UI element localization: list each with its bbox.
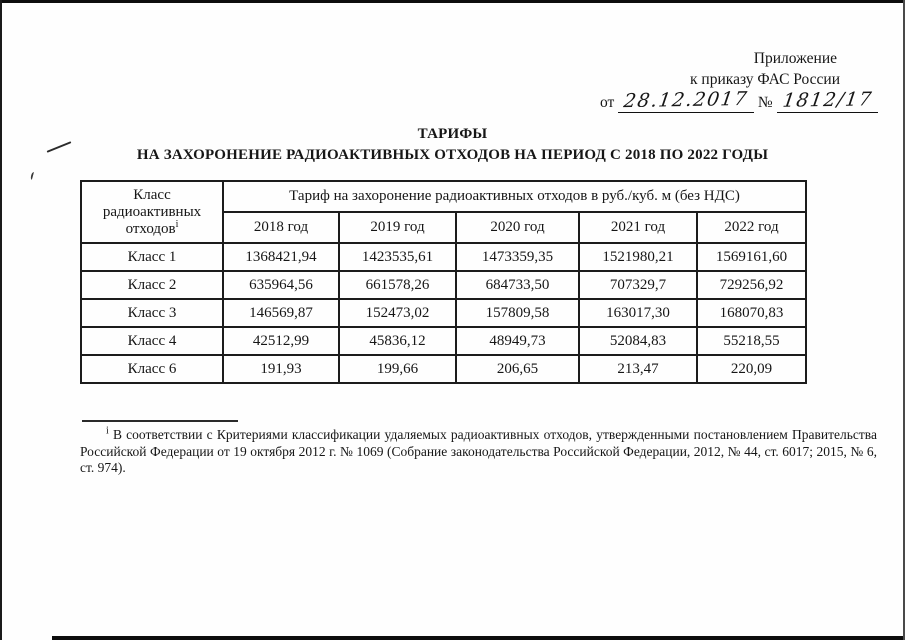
value-cell: 707329,7 — [579, 271, 697, 299]
value-cell: 220,09 — [697, 355, 806, 383]
class-cell: Класс 6 — [81, 355, 223, 383]
number-sign-label: № — [757, 94, 773, 111]
scan-border-left — [0, 0, 2, 640]
value-cell: 729256,92 — [697, 271, 806, 299]
footnote-mark: i — [106, 425, 109, 437]
scan-border-bottom — [52, 636, 905, 640]
class-header-text: Класс радиоактивных отходов — [102, 186, 202, 237]
value-cell: 684733,50 — [456, 271, 579, 299]
value-cell: 42512,99 — [223, 327, 339, 355]
value-cell: 45836,12 — [339, 327, 456, 355]
appendix-block — [598, 48, 878, 113]
value-cell: 163017,30 — [579, 299, 697, 327]
year-header-2020: 2020 год — [456, 212, 579, 243]
pen-mark-dot — [30, 172, 36, 181]
year-header-2022: 2022 год — [697, 212, 806, 243]
value-cell: 55218,55 — [697, 327, 806, 355]
value-cell: 213,47 — [579, 355, 697, 383]
value-cell: 168070,83 — [697, 299, 806, 327]
value-cell: 191,93 — [223, 355, 339, 383]
handwritten-number: 1812/17 — [780, 88, 874, 112]
class-cell: Класс 2 — [81, 271, 223, 299]
appendix-line-2: к приказу ФАС России — [690, 71, 840, 88]
value-cell: 199,66 — [339, 355, 456, 383]
value-cell: 1569161,60 — [697, 243, 806, 271]
year-header-2019: 2019 год — [339, 212, 456, 243]
class-cell: Класс 4 — [81, 327, 223, 355]
number-underline — [777, 88, 878, 113]
value-cell: 152473,02 — [339, 299, 456, 327]
footnote-text — [80, 427, 877, 477]
tariff-header-cell: Тариф на захоронение радиоактивных отходов в руб./куб. м (без НДС) — [223, 181, 806, 212]
appendix-line-3 — [598, 87, 878, 113]
value-cell: 661578,26 — [339, 271, 456, 299]
value-cell: 1368421,94 — [223, 243, 339, 271]
year-header-2021: 2021 год — [579, 212, 697, 243]
value-cell: 635964,56 — [223, 271, 339, 299]
table-row-class-3 — [81, 299, 806, 327]
value-cell: 206,65 — [456, 355, 579, 383]
value-cell: 1521980,21 — [579, 243, 697, 271]
ot-label: от — [600, 94, 615, 111]
class-cell: Класс 3 — [81, 299, 223, 327]
value-cell: 48949,73 — [456, 327, 579, 355]
value-cell: 1423535,61 — [339, 243, 456, 271]
value-cell: 52084,83 — [579, 327, 697, 355]
table-row-class-4 — [81, 327, 806, 355]
class-cell: Класс 1 — [81, 243, 223, 271]
value-cell: 146569,87 — [223, 299, 339, 327]
table-row-class-1 — [81, 243, 806, 271]
year-header-2018: 2018 год — [223, 212, 339, 243]
value-cell: 157809,58 — [456, 299, 579, 327]
table-row-class-2 — [81, 271, 806, 299]
class-footnote-mark: i — [175, 218, 179, 230]
footnote-separator — [82, 420, 238, 422]
title-line-1: ТАРИФЫ — [417, 126, 488, 142]
value-cell: 1473359,35 — [456, 243, 579, 271]
handwritten-date: 28.12.2017 — [622, 87, 750, 113]
tariff-table — [80, 180, 807, 384]
scan-border-top — [0, 0, 905, 3]
document-title — [0, 124, 905, 166]
footnote-body: В соответствии с Критериями классификации удаляемых радиоактивных отходов, утвержденными постановлением Правительства Российской Федерации от 19 октября 2012 г. № 1069 (Собрание законодательства Российской Федерации, 2012, № 44, ст. 6017; 2015, № 6, ст. 974). — [80, 427, 877, 475]
table-row-class-6 — [81, 355, 806, 383]
class-header-cell — [81, 181, 223, 243]
date-underline — [618, 87, 754, 113]
title-line-2: НА ЗАХОРОНЕНИЕ РАДИОАКТИВНЫХ ОТХОДОВ НА ПЕРИОД С 2018 ПО 2022 ГОДЫ — [136, 147, 769, 163]
appendix-line-1: Приложение — [753, 50, 837, 67]
